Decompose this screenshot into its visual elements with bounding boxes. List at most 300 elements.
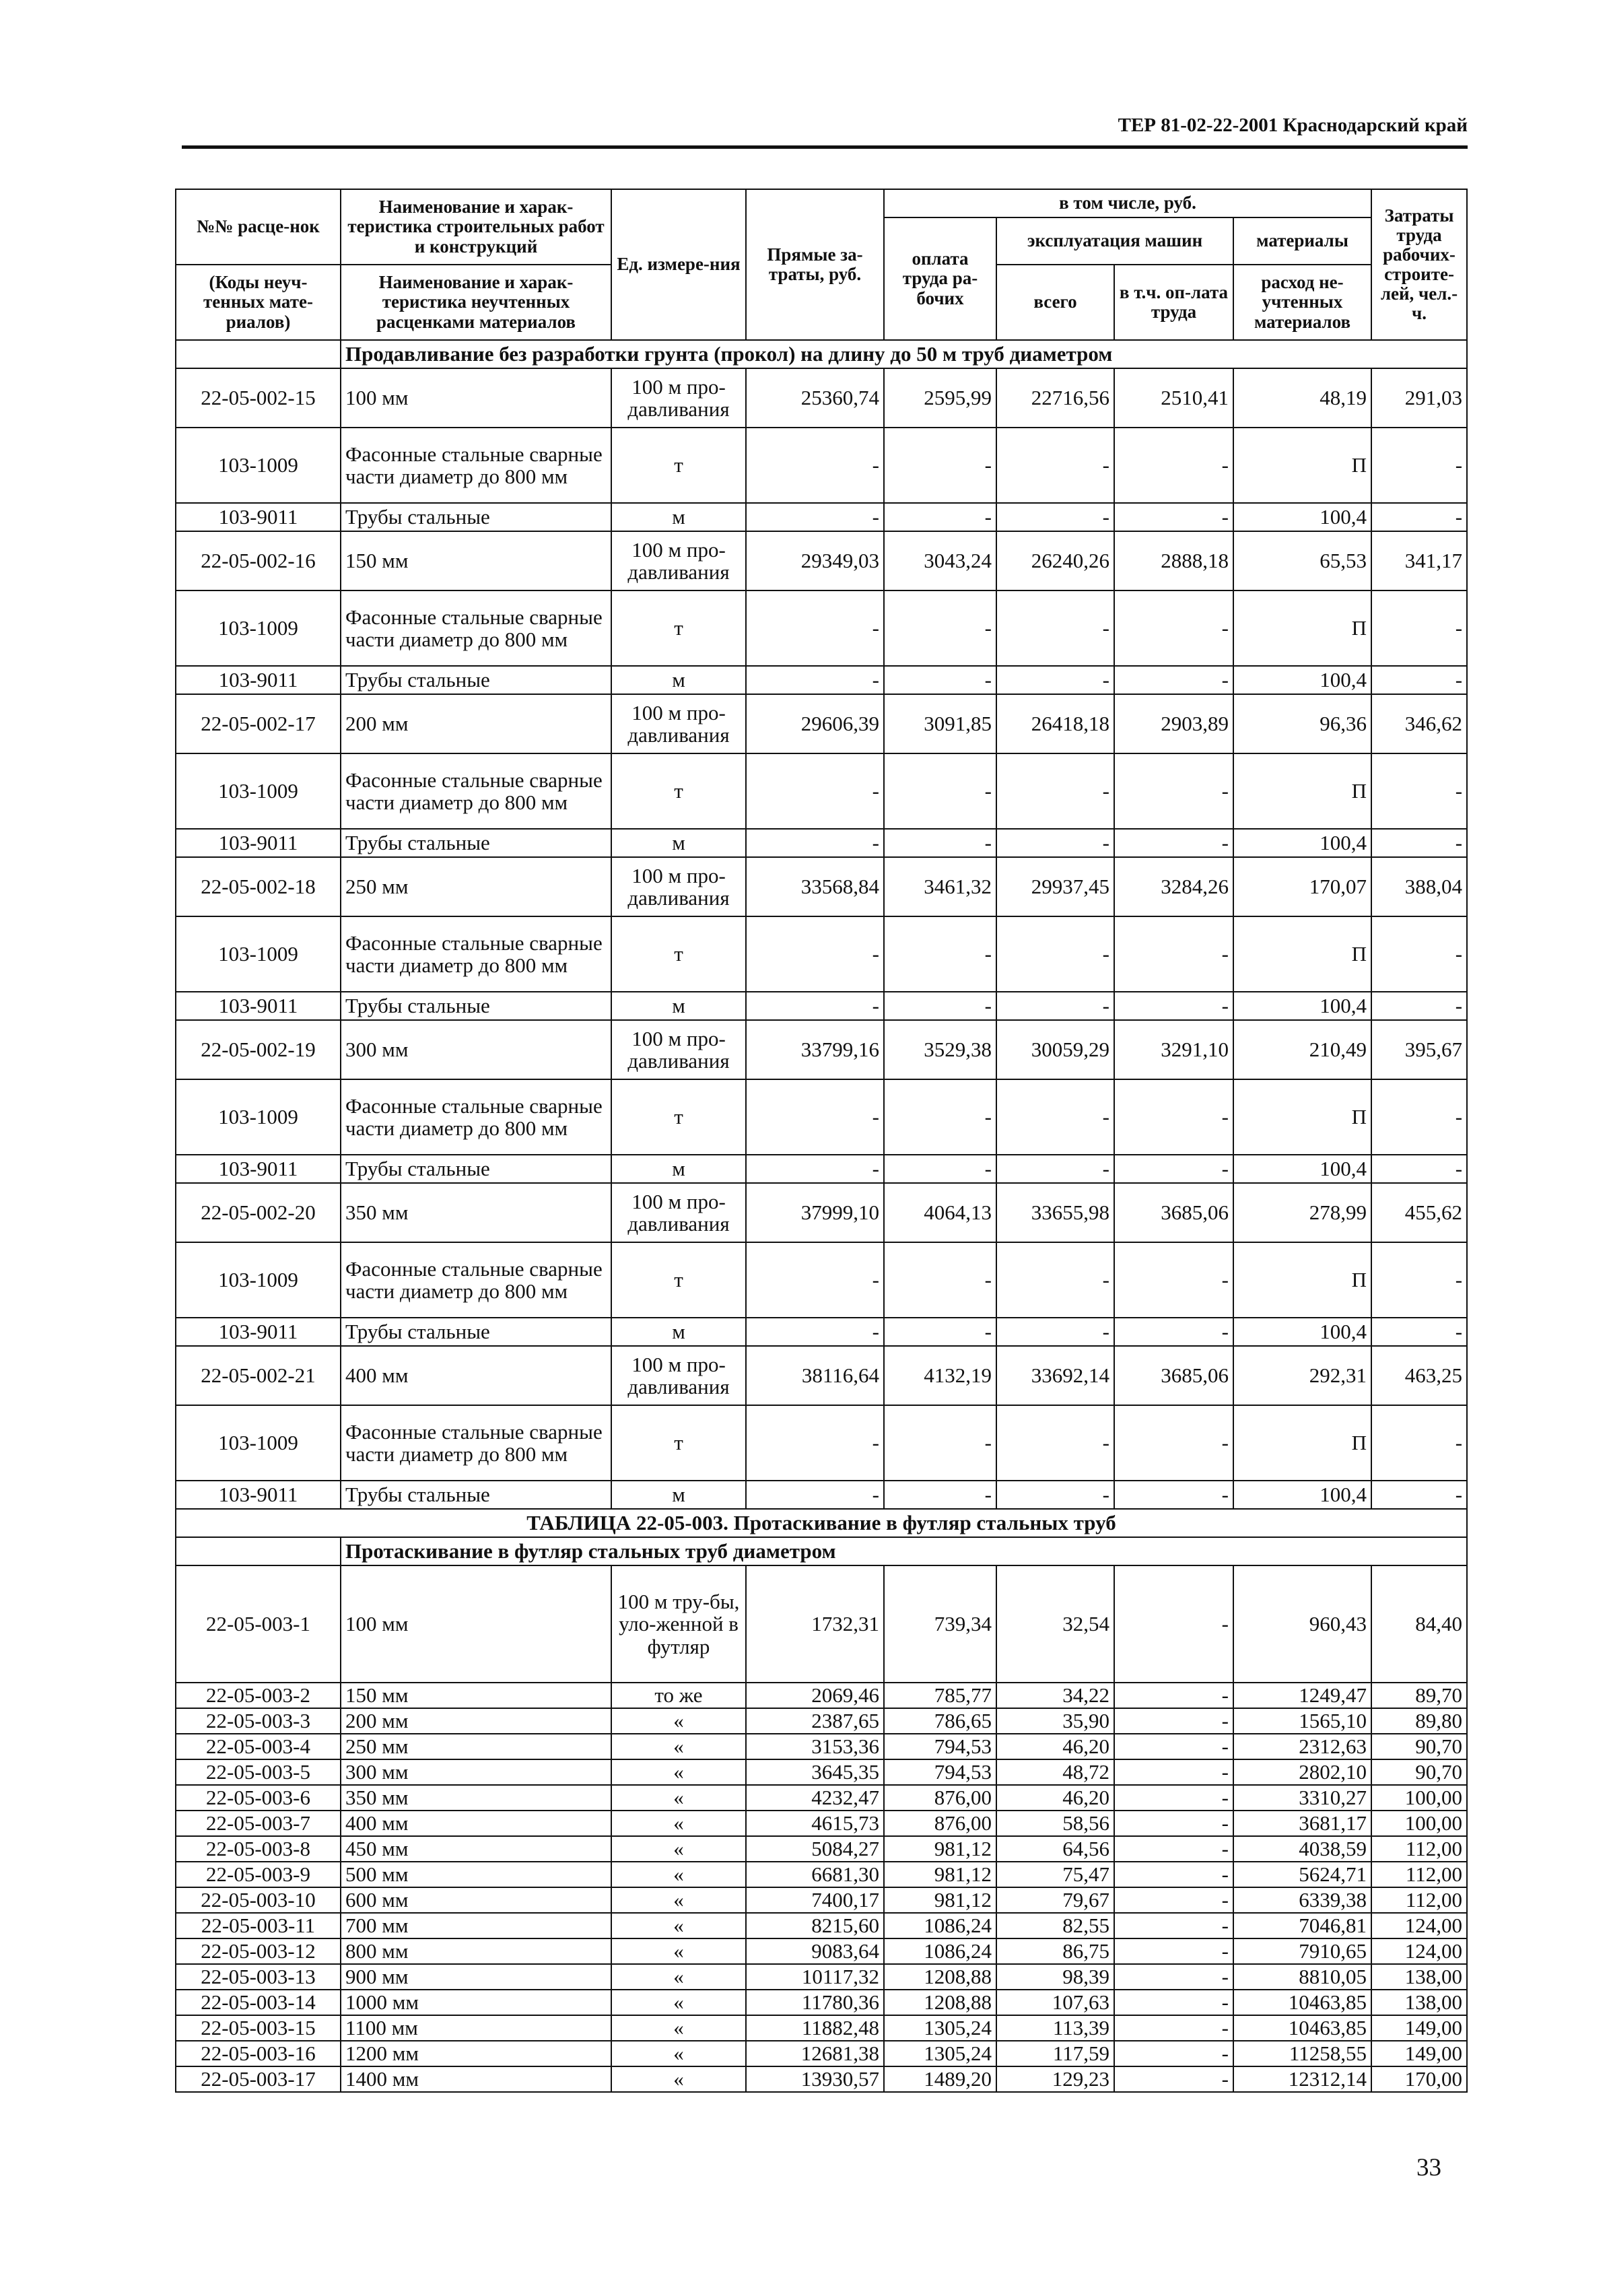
labor-hours: 170,00 <box>1371 2066 1467 2092</box>
rate-code: 22-05-002-19 <box>176 1020 341 1079</box>
table-row <box>176 2066 1467 2092</box>
labor-pay: 1208,88 <box>884 1990 996 2015</box>
material-cost: 2312,63 <box>1233 1734 1371 1759</box>
rate-name: 150 мм <box>341 1683 611 1708</box>
labor-pay: 4132,19 <box>884 1346 996 1405</box>
machine-cost: - <box>996 1481 1114 1509</box>
labor-pay: - <box>884 590 996 666</box>
material-cost: 3681,17 <box>1233 1811 1371 1836</box>
col-labor: Затраты труда рабочих-строите-лей, чел.-ч. <box>1371 189 1467 340</box>
rate-code: 22-05-003-8 <box>176 1836 341 1862</box>
rate-unit: 100 м про-давливания <box>611 368 746 428</box>
rate-name: 300 мм <box>341 1020 611 1079</box>
table-row <box>176 1683 1467 1708</box>
material-use: 100,4 <box>1233 1481 1371 1509</box>
machine-cost: - <box>996 666 1114 694</box>
machine-cost: - <box>996 1155 1114 1183</box>
labor-hours: - <box>1371 753 1467 829</box>
rate-name: 1200 мм <box>341 2041 611 2066</box>
machine-labor-pay: 3284,26 <box>1114 857 1233 916</box>
rate-code: 22-05-003-10 <box>176 1887 341 1913</box>
material-use: П <box>1233 1242 1371 1318</box>
table-row <box>176 1836 1467 1862</box>
machine-labor-pay: 2510,41 <box>1114 368 1233 428</box>
rate-unit: « <box>611 1785 746 1811</box>
material-row <box>176 666 1467 694</box>
material-unit: м <box>611 666 746 694</box>
material-use: П <box>1233 1405 1371 1481</box>
rates-table <box>175 189 1468 2093</box>
material-row <box>176 753 1467 829</box>
direct-cost: 2069,46 <box>746 1683 884 1708</box>
material-name: Трубы стальные <box>341 666 611 694</box>
section2-title: Протаскивание в футляр стальных труб диаметром <box>341 1537 1467 1565</box>
labor-pay: 981,12 <box>884 1862 996 1887</box>
direct-cost: 11882,48 <box>746 2015 884 2041</box>
rate-unit: « <box>611 1708 746 1734</box>
material-use: П <box>1233 1079 1371 1155</box>
material-use: 100,4 <box>1233 1155 1371 1183</box>
machine-labor-pay: - <box>1114 1708 1233 1734</box>
labor-pay: 1086,24 <box>884 1913 996 1938</box>
direct-cost: - <box>746 1242 884 1318</box>
material-name: Трубы стальные <box>341 1318 611 1346</box>
col-direct: Прямые за-траты, руб. <box>746 189 884 340</box>
table-row <box>176 368 1467 428</box>
table-row <box>176 1862 1467 1887</box>
machine-cost: 107,63 <box>996 1990 1114 2015</box>
rate-code: 22-05-002-20 <box>176 1183 341 1242</box>
machine-labor-pay: - <box>1114 666 1233 694</box>
machine-labor-pay: - <box>1114 1683 1233 1708</box>
labor-hours: 124,00 <box>1371 1913 1467 1938</box>
material-code: 103-1009 <box>176 753 341 829</box>
rate-name: 1400 мм <box>341 2066 611 2092</box>
col-machines: эксплуатация машин <box>996 217 1233 265</box>
rate-name: 400 мм <box>341 1811 611 1836</box>
machine-labor-pay: 3685,06 <box>1114 1346 1233 1405</box>
table-row <box>176 1020 1467 1079</box>
labor-pay: 794,53 <box>884 1759 996 1785</box>
labor-hours: - <box>1371 1155 1467 1183</box>
direct-cost: 25360,74 <box>746 368 884 428</box>
material-code: 103-9011 <box>176 1318 341 1346</box>
machine-labor-pay: - <box>1114 1990 1233 2015</box>
material-code: 103-1009 <box>176 1079 341 1155</box>
rate-code: 22-05-003-1 <box>176 1565 341 1683</box>
rate-unit: « <box>611 2041 746 2066</box>
machine-labor-pay: - <box>1114 428 1233 503</box>
material-code: 103-1009 <box>176 916 341 992</box>
labor-hours: 89,80 <box>1371 1708 1467 1734</box>
material-use: 100,4 <box>1233 1318 1371 1346</box>
material-cost: 8810,05 <box>1233 1964 1371 1990</box>
material-cost: 1249,47 <box>1233 1683 1371 1708</box>
labor-pay: - <box>884 666 996 694</box>
material-cost: 65,53 <box>1233 531 1371 590</box>
material-code: 103-1009 <box>176 1405 341 1481</box>
machine-cost: 29937,45 <box>996 857 1114 916</box>
labor-pay: 3043,24 <box>884 531 996 590</box>
rate-name: 900 мм <box>341 1964 611 1990</box>
table3-title: ТАБЛИЦА 22-05-003. Протаскивание в футляр стальных труб <box>176 1509 1467 1537</box>
material-name: Фасонные стальные сварные части диаметр до 800 мм <box>341 916 611 992</box>
col-incl: в том числе, руб. <box>884 189 1371 217</box>
direct-cost: 3153,36 <box>746 1734 884 1759</box>
material-cost: 5624,71 <box>1233 1862 1371 1887</box>
labor-pay: 1489,20 <box>884 2066 996 2092</box>
machine-labor-pay: 2888,18 <box>1114 531 1233 590</box>
material-name: Фасонные стальные сварные части диаметр до 800 мм <box>341 590 611 666</box>
section1-body <box>176 340 1467 1509</box>
rate-code: 22-05-003-7 <box>176 1811 341 1836</box>
machine-labor-pay: - <box>1114 1862 1233 1887</box>
machine-labor-pay: - <box>1114 992 1233 1020</box>
machine-labor-pay: - <box>1114 1759 1233 1785</box>
rate-unit: « <box>611 1759 746 1785</box>
machine-labor-pay: - <box>1114 1785 1233 1811</box>
material-row <box>176 1318 1467 1346</box>
labor-hours: 124,00 <box>1371 1938 1467 1964</box>
rate-code: 22-05-003-12 <box>176 1938 341 1964</box>
rate-code: 22-05-003-11 <box>176 1913 341 1938</box>
col-mach-labor: в т.ч. оп-лата труда <box>1114 265 1233 340</box>
machine-cost: - <box>996 916 1114 992</box>
table-row <box>176 857 1467 916</box>
rate-name: 350 мм <box>341 1785 611 1811</box>
machine-cost: 35,90 <box>996 1708 1114 1734</box>
direct-cost: 4232,47 <box>746 1785 884 1811</box>
machine-cost: - <box>996 829 1114 857</box>
rate-name: 800 мм <box>341 1938 611 1964</box>
rate-code: 22-05-003-15 <box>176 2015 341 2041</box>
machine-cost: 129,23 <box>996 2066 1114 2092</box>
machine-labor-pay: - <box>1114 829 1233 857</box>
table-row <box>176 531 1467 590</box>
material-unit: м <box>611 829 746 857</box>
rate-name: 250 мм <box>341 1734 611 1759</box>
labor-pay: 4064,13 <box>884 1183 996 1242</box>
machine-labor-pay: - <box>1114 1913 1233 1938</box>
material-name: Фасонные стальные сварные части диаметр до 800 мм <box>341 428 611 503</box>
material-row <box>176 1242 1467 1318</box>
material-unit: м <box>611 1481 746 1509</box>
direct-cost: 37999,10 <box>746 1183 884 1242</box>
rate-unit: « <box>611 2015 746 2041</box>
labor-hours: - <box>1371 1481 1467 1509</box>
machine-cost: 30059,29 <box>996 1020 1114 1079</box>
material-row <box>176 590 1467 666</box>
direct-cost: 7400,17 <box>746 1887 884 1913</box>
labor-hours: 291,03 <box>1371 368 1467 428</box>
material-name: Трубы стальные <box>341 1481 611 1509</box>
labor-pay: - <box>884 916 996 992</box>
rate-name: 350 мм <box>341 1183 611 1242</box>
labor-hours: 341,17 <box>1371 531 1467 590</box>
labor-pay: - <box>884 1318 996 1346</box>
rate-unit: 100 м тру-бы, уло-женной в футляр <box>611 1565 746 1683</box>
machine-labor-pay: - <box>1114 1405 1233 1481</box>
labor-pay: - <box>884 992 996 1020</box>
labor-pay: 3529,38 <box>884 1020 996 1079</box>
labor-hours: 100,00 <box>1371 1785 1467 1811</box>
machine-labor-pay: - <box>1114 1964 1233 1990</box>
rate-name: 100 мм <box>341 1565 611 1683</box>
labor-pay: 739,34 <box>884 1565 996 1683</box>
machine-cost: 46,20 <box>996 1785 1114 1811</box>
machine-labor-pay: 3291,10 <box>1114 1020 1233 1079</box>
direct-cost: - <box>746 753 884 829</box>
direct-cost: - <box>746 829 884 857</box>
labor-pay: 1086,24 <box>884 1938 996 1964</box>
material-name: Фасонные стальные сварные части диаметр до 800 мм <box>341 753 611 829</box>
labor-hours: 90,70 <box>1371 1734 1467 1759</box>
rate-code: 22-05-002-18 <box>176 857 341 916</box>
section1-title: Продавливание без разработки грунта (прокол) на длину до 50 м труб диаметром <box>341 340 1467 368</box>
material-unit: т <box>611 428 746 503</box>
table-row <box>176 1785 1467 1811</box>
machine-cost: - <box>996 1242 1114 1318</box>
labor-hours: 112,00 <box>1371 1887 1467 1913</box>
material-cost: 210,49 <box>1233 1020 1371 1079</box>
labor-hours: 455,62 <box>1371 1183 1467 1242</box>
machine-labor-pay: - <box>1114 1938 1233 1964</box>
direct-cost: 11780,36 <box>746 1990 884 2015</box>
direct-cost: - <box>746 1481 884 1509</box>
machine-cost: 64,56 <box>996 1836 1114 1862</box>
direct-cost: 29349,03 <box>746 531 884 590</box>
rate-unit: то же <box>611 1683 746 1708</box>
material-cost: 292,31 <box>1233 1346 1371 1405</box>
material-use: П <box>1233 428 1371 503</box>
material-cost: 4038,59 <box>1233 1836 1371 1862</box>
labor-pay: 981,12 <box>884 1836 996 1862</box>
labor-hours: 90,70 <box>1371 1759 1467 1785</box>
direct-cost: - <box>746 1155 884 1183</box>
direct-cost: 38116,64 <box>746 1346 884 1405</box>
material-row <box>176 1405 1467 1481</box>
direct-cost: - <box>746 666 884 694</box>
machine-cost: - <box>996 753 1114 829</box>
col-materials: материалы <box>1233 217 1371 265</box>
machine-labor-pay: - <box>1114 1242 1233 1318</box>
material-unit: т <box>611 1405 746 1481</box>
col-labor-pay: оплата труда ра-бочих <box>884 217 996 340</box>
material-unit: м <box>611 1155 746 1183</box>
rate-unit: « <box>611 1913 746 1938</box>
labor-pay: - <box>884 1405 996 1481</box>
table-row <box>176 1938 1467 1964</box>
machine-labor-pay: - <box>1114 590 1233 666</box>
labor-pay: 876,00 <box>884 1785 996 1811</box>
labor-pay: 794,53 <box>884 1734 996 1759</box>
labor-pay: - <box>884 829 996 857</box>
rate-unit: 100 м про-давливания <box>611 694 746 753</box>
rate-name: 250 мм <box>341 857 611 916</box>
material-code: 103-9011 <box>176 829 341 857</box>
machine-cost: - <box>996 1079 1114 1155</box>
material-unit: м <box>611 992 746 1020</box>
labor-hours: - <box>1371 503 1467 531</box>
material-row <box>176 829 1467 857</box>
material-cost: 96,36 <box>1233 694 1371 753</box>
material-unit: т <box>611 916 746 992</box>
rate-name: 100 мм <box>341 368 611 428</box>
material-unit: т <box>611 1242 746 1318</box>
material-row <box>176 916 1467 992</box>
table-row <box>176 2041 1467 2066</box>
rate-code: 22-05-002-17 <box>176 694 341 753</box>
machine-labor-pay: 2903,89 <box>1114 694 1233 753</box>
material-row <box>176 1481 1467 1509</box>
header-rule <box>182 145 1468 149</box>
machine-cost: 32,54 <box>996 1565 1114 1683</box>
col-mach-total: всего <box>996 265 1114 340</box>
direct-cost: - <box>746 916 884 992</box>
table-row <box>176 1183 1467 1242</box>
material-use: 100,4 <box>1233 829 1371 857</box>
rate-code: 22-05-003-3 <box>176 1708 341 1734</box>
rate-name: 200 мм <box>341 1708 611 1734</box>
material-cost: 48,19 <box>1233 368 1371 428</box>
material-use: П <box>1233 753 1371 829</box>
material-cost: 11258,55 <box>1233 2041 1371 2066</box>
table-row <box>176 1990 1467 2015</box>
rate-code: 22-05-003-5 <box>176 1759 341 1785</box>
labor-pay: - <box>884 1242 996 1318</box>
table-header <box>176 189 1467 340</box>
machine-labor-pay: - <box>1114 2041 1233 2066</box>
page-header: ТЕР 81-02-22-2001 Краснодарский край <box>1118 114 1468 136</box>
material-use: П <box>1233 590 1371 666</box>
material-use: 100,4 <box>1233 666 1371 694</box>
direct-cost: 13930,57 <box>746 2066 884 2092</box>
material-name: Фасонные стальные сварные части диаметр до 800 мм <box>341 1242 611 1318</box>
material-row <box>176 1155 1467 1183</box>
machine-labor-pay: - <box>1114 1734 1233 1759</box>
table-row <box>176 1887 1467 1913</box>
table-row <box>176 694 1467 753</box>
machine-labor-pay: 3685,06 <box>1114 1183 1233 1242</box>
labor-hours: 149,00 <box>1371 2041 1467 2066</box>
rate-unit: « <box>611 1862 746 1887</box>
material-cost: 7910,65 <box>1233 1938 1371 1964</box>
material-cost: 1565,10 <box>1233 1708 1371 1734</box>
material-unit: м <box>611 503 746 531</box>
material-code: 103-9011 <box>176 1155 341 1183</box>
table-row <box>176 1565 1467 1683</box>
material-code: 103-9011 <box>176 1481 341 1509</box>
rate-unit: « <box>611 1938 746 1964</box>
rate-name: 700 мм <box>341 1913 611 1938</box>
material-row <box>176 428 1467 503</box>
rate-name: 400 мм <box>341 1346 611 1405</box>
labor-pay: - <box>884 503 996 531</box>
labor-hours: 149,00 <box>1371 2015 1467 2041</box>
material-code: 103-9011 <box>176 992 341 1020</box>
labor-hours: - <box>1371 1405 1467 1481</box>
material-cost: 12312,14 <box>1233 2066 1371 2092</box>
labor-hours: - <box>1371 829 1467 857</box>
rate-name: 450 мм <box>341 1836 611 1862</box>
table-row <box>176 1734 1467 1759</box>
machine-cost: - <box>996 503 1114 531</box>
labor-pay: 3461,32 <box>884 857 996 916</box>
rate-code: 22-05-002-16 <box>176 531 341 590</box>
labor-pay: 1208,88 <box>884 1964 996 1990</box>
material-use: П <box>1233 916 1371 992</box>
direct-cost: - <box>746 1405 884 1481</box>
labor-hours: 112,00 <box>1371 1862 1467 1887</box>
direct-cost: 33799,16 <box>746 1020 884 1079</box>
direct-cost: 33568,84 <box>746 857 884 916</box>
material-cost: 6339,38 <box>1233 1887 1371 1913</box>
labor-hours: 463,25 <box>1371 1346 1467 1405</box>
material-use: 100,4 <box>1233 992 1371 1020</box>
labor-pay: 785,77 <box>884 1683 996 1708</box>
direct-cost: 29606,39 <box>746 694 884 753</box>
labor-pay: 876,00 <box>884 1811 996 1836</box>
machine-cost: 117,59 <box>996 2041 1114 2066</box>
rate-code: 22-05-003-2 <box>176 1683 341 1708</box>
labor-pay: 786,65 <box>884 1708 996 1734</box>
col-code-top: №№ расце-нок <box>176 189 341 265</box>
machine-cost: 98,39 <box>996 1964 1114 1990</box>
table-row <box>176 1964 1467 1990</box>
rate-name: 1100 мм <box>341 2015 611 2041</box>
rate-unit: « <box>611 1734 746 1759</box>
rate-name: 600 мм <box>341 1887 611 1913</box>
machine-cost: 113,39 <box>996 2015 1114 2041</box>
material-cost: 2802,10 <box>1233 1759 1371 1785</box>
material-cost: 3310,27 <box>1233 1785 1371 1811</box>
labor-pay: 1305,24 <box>884 2041 996 2066</box>
material-name: Фасонные стальные сварные части диаметр до 800 мм <box>341 1405 611 1481</box>
labor-hours: - <box>1371 590 1467 666</box>
labor-pay: 981,12 <box>884 1887 996 1913</box>
col-code-bottom: (Коды неуч-тенных мате-риалов) <box>176 265 341 340</box>
direct-cost: 4615,73 <box>746 1811 884 1836</box>
direct-cost: 10117,32 <box>746 1964 884 1990</box>
material-use: 100,4 <box>1233 503 1371 531</box>
direct-cost: - <box>746 1318 884 1346</box>
rate-code: 22-05-003-16 <box>176 2041 341 2066</box>
machine-cost: - <box>996 992 1114 1020</box>
rate-name: 200 мм <box>341 694 611 753</box>
material-name: Трубы стальные <box>341 992 611 1020</box>
material-code: 103-1009 <box>176 428 341 503</box>
rate-code: 22-05-003-9 <box>176 1862 341 1887</box>
direct-cost: - <box>746 428 884 503</box>
labor-pay: - <box>884 1079 996 1155</box>
material-cost: 7046,81 <box>1233 1913 1371 1938</box>
table-row <box>176 1708 1467 1734</box>
material-unit: м <box>611 1318 746 1346</box>
direct-cost: 5084,27 <box>746 1836 884 1862</box>
machine-cost: 34,22 <box>996 1683 1114 1708</box>
rate-unit: « <box>611 1964 746 1990</box>
labor-hours: 395,67 <box>1371 1020 1467 1079</box>
material-unit: т <box>611 1079 746 1155</box>
rate-code: 22-05-003-4 <box>176 1734 341 1759</box>
col-unit: Ед. измере-ния <box>611 189 746 340</box>
rate-name: 150 мм <box>341 531 611 590</box>
table-row <box>176 1913 1467 1938</box>
labor-pay: 3091,85 <box>884 694 996 753</box>
labor-hours: - <box>1371 916 1467 992</box>
material-cost: 10463,85 <box>1233 2015 1371 2041</box>
labor-pay: 1305,24 <box>884 2015 996 2041</box>
